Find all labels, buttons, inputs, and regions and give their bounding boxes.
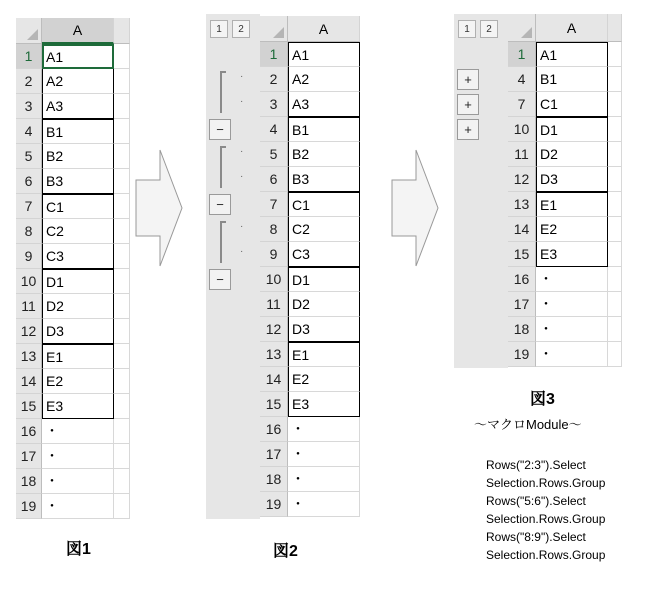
macro-line: Selection.Rows.Group [486, 512, 606, 526]
outline-dot: · [240, 146, 244, 157]
collapse-group-button[interactable]: − [209, 119, 231, 140]
row-header[interactable]: 10 [16, 269, 42, 294]
row-header[interactable]: 17 [260, 442, 288, 467]
cell[interactable]: A1 [42, 44, 114, 69]
row-header[interactable]: 13 [508, 192, 536, 217]
cell[interactable]: A3 [42, 94, 114, 119]
outline-dot: · [240, 171, 244, 182]
select-all-corner[interactable] [508, 14, 536, 42]
macro-title: 〜マクロModule〜 [474, 417, 582, 432]
cell[interactable]: B1 [536, 67, 608, 92]
cell[interactable]: E2 [42, 369, 114, 394]
row-header[interactable]: 9 [260, 242, 288, 267]
row-header[interactable]: 15 [260, 392, 288, 417]
cell[interactable] [114, 269, 130, 294]
cell[interactable] [608, 117, 622, 142]
collapse-group-button[interactable]: − [209, 269, 231, 290]
row-header[interactable]: 12 [260, 317, 288, 342]
row-header[interactable]: 3 [260, 92, 288, 117]
cell[interactable] [608, 92, 622, 117]
row-header[interactable]: 19 [16, 494, 42, 519]
cell[interactable] [114, 119, 130, 144]
row-header[interactable]: 16 [260, 417, 288, 442]
cell[interactable] [114, 194, 130, 219]
row-header[interactable]: 1 [260, 42, 288, 67]
cell[interactable]: E3 [288, 392, 360, 417]
fig2-caption: 図2 [273, 543, 298, 560]
row-header[interactable]: 14 [16, 369, 42, 394]
outline-level-1-button[interactable]: 1 [210, 20, 228, 38]
cell[interactable] [114, 294, 130, 319]
collapse-group-button[interactable]: − [209, 194, 231, 215]
row-header[interactable]: 18 [508, 317, 536, 342]
cell[interactable] [608, 67, 622, 92]
row-header[interactable]: 6 [16, 169, 42, 194]
fig3-outline-gutter [454, 14, 508, 368]
outline-dot: · [240, 71, 244, 82]
expand-group-button[interactable]: + [457, 119, 479, 140]
cell[interactable]: D3 [42, 319, 114, 344]
row-header[interactable]: 12 [16, 319, 42, 344]
row-header[interactable]: 16 [508, 267, 536, 292]
row-header[interactable]: 6 [260, 167, 288, 192]
row-header[interactable]: 14 [508, 217, 536, 242]
cell[interactable]: E2 [288, 367, 360, 392]
cell[interactable]: ・ [288, 417, 360, 442]
cell[interactable]: E3 [42, 394, 114, 419]
cell[interactable] [608, 242, 622, 267]
row-header[interactable]: 11 [260, 292, 288, 317]
fig3-caption: 図3 [530, 391, 555, 408]
row-header[interactable]: 15 [16, 394, 42, 419]
row-header[interactable]: 9 [16, 244, 42, 269]
cell[interactable]: E3 [536, 242, 608, 267]
cell[interactable]: B3 [42, 169, 114, 194]
cell[interactable] [114, 169, 130, 194]
row-header[interactable]: 11 [16, 294, 42, 319]
row-header[interactable]: 7 [508, 92, 536, 117]
cell[interactable]: ・ [288, 492, 360, 517]
cell[interactable] [114, 344, 130, 369]
macro-line: Selection.Rows.Group [486, 548, 606, 562]
macro-code [486, 456, 605, 564]
cell[interactable]: C3 [288, 242, 360, 267]
cell[interactable]: D1 [288, 267, 360, 292]
cell[interactable]: D1 [536, 117, 608, 142]
row-header[interactable]: 8 [260, 217, 288, 242]
cell[interactable]: D2 [288, 292, 360, 317]
cell[interactable]: D2 [42, 294, 114, 319]
outline-bracket-tick [220, 221, 226, 223]
cell[interactable] [114, 369, 130, 394]
macro-line: Rows("2:3").Select [486, 458, 586, 472]
cell[interactable] [608, 142, 622, 167]
cell[interactable]: ・ [42, 469, 114, 494]
cell[interactable] [114, 94, 130, 119]
macro-line: Rows("8:9").Select [486, 530, 586, 544]
row-header[interactable]: 17 [16, 444, 42, 469]
cell[interactable] [608, 292, 622, 317]
cell[interactable]: ・ [42, 419, 114, 444]
row-header[interactable]: 4 [260, 117, 288, 142]
cell[interactable] [608, 42, 622, 67]
row-header[interactable]: 2 [260, 67, 288, 92]
cell[interactable]: A3 [288, 92, 360, 117]
cell[interactable] [608, 342, 622, 367]
cell[interactable] [608, 217, 622, 242]
outline-dot: · [240, 96, 244, 107]
arrow-right-icon [134, 148, 184, 268]
cell[interactable]: E1 [536, 192, 608, 217]
cell[interactable] [114, 244, 130, 269]
outline-bracket [220, 71, 222, 113]
cell[interactable]: A2 [288, 67, 360, 92]
cell[interactable]: A2 [42, 69, 114, 94]
outline-dot: · [240, 221, 244, 232]
row-header[interactable]: 4 [16, 119, 42, 144]
cell[interactable]: B2 [42, 144, 114, 169]
row-header[interactable]: 17 [508, 292, 536, 317]
row-header[interactable]: 5 [16, 144, 42, 169]
cell[interactable]: D3 [536, 167, 608, 192]
cell[interactable]: ・ [288, 442, 360, 467]
row-header[interactable]: 15 [508, 242, 536, 267]
cell[interactable]: C3 [42, 244, 114, 269]
cell[interactable]: D3 [288, 317, 360, 342]
column-header-blank[interactable] [608, 14, 622, 42]
cell[interactable] [114, 69, 130, 94]
column-header-a[interactable]: A [288, 16, 360, 42]
cell[interactable]: E2 [536, 217, 608, 242]
row-header[interactable]: 10 [260, 267, 288, 292]
outline-bracket [220, 146, 222, 188]
row-header[interactable]: 11 [508, 142, 536, 167]
macro-line: Rows("5:6").Select [486, 494, 586, 508]
cell[interactable]: A1 [536, 42, 608, 67]
cell[interactable] [114, 394, 130, 419]
arrow-right-icon [390, 148, 440, 268]
cell[interactable] [608, 192, 622, 217]
row-header[interactable]: 2 [16, 69, 42, 94]
cell[interactable] [114, 44, 130, 69]
cell[interactable]: ・ [536, 317, 608, 342]
expand-group-button[interactable]: + [457, 94, 479, 115]
cell[interactable]: B1 [42, 119, 114, 144]
row-header[interactable]: 13 [260, 342, 288, 367]
cell[interactable]: B2 [288, 142, 360, 167]
cell[interactable]: ・ [42, 444, 114, 469]
cell[interactable]: ・ [536, 292, 608, 317]
cell[interactable]: ・ [536, 267, 608, 292]
outline-bracket-tick [220, 146, 226, 148]
row-header[interactable]: 18 [260, 467, 288, 492]
outline-level-2-button[interactable]: 2 [480, 20, 498, 38]
cell[interactable] [608, 167, 622, 192]
cell[interactable]: E1 [288, 342, 360, 367]
fig1-caption: 図1 [66, 541, 91, 558]
cell[interactable]: A1 [288, 42, 360, 67]
cell[interactable] [608, 317, 622, 342]
outline-level-2-button[interactable]: 2 [232, 20, 250, 38]
cell[interactable]: B1 [288, 117, 360, 142]
cell[interactable] [114, 494, 130, 519]
row-header[interactable]: 4 [508, 67, 536, 92]
column-header-a[interactable]: A [42, 18, 114, 44]
cell[interactable] [114, 469, 130, 494]
cell[interactable]: C1 [288, 192, 360, 217]
cell[interactable] [114, 319, 130, 344]
select-all-corner[interactable] [260, 16, 288, 42]
cell[interactable]: ・ [288, 467, 360, 492]
macro-line: Selection.Rows.Group [486, 476, 606, 490]
cell[interactable]: D1 [42, 269, 114, 294]
outline-level-1-button[interactable]: 1 [458, 20, 476, 38]
outline-bracket [220, 221, 222, 263]
row-header[interactable]: 8 [16, 219, 42, 244]
cell[interactable] [114, 144, 130, 169]
row-header[interactable]: 16 [16, 419, 42, 444]
cell[interactable]: C2 [42, 219, 114, 244]
row-header[interactable]: 7 [16, 194, 42, 219]
select-all-corner[interactable] [16, 18, 42, 44]
cell[interactable] [114, 444, 130, 469]
expand-group-button[interactable]: + [457, 69, 479, 90]
row-header[interactable]: 1 [16, 44, 42, 69]
cell[interactable]: C1 [536, 92, 608, 117]
row-header[interactable]: 14 [260, 367, 288, 392]
column-header-blank[interactable] [114, 18, 130, 44]
fig2-outline-gutter [206, 14, 260, 519]
outline-dot: · [240, 246, 244, 257]
cell[interactable] [608, 267, 622, 292]
column-header-a[interactable]: A [536, 14, 608, 42]
cell[interactable]: E1 [42, 344, 114, 369]
row-header[interactable]: 3 [16, 94, 42, 119]
row-header[interactable]: 1 [508, 42, 536, 67]
row-header[interactable]: 18 [16, 469, 42, 494]
cell[interactable] [114, 419, 130, 444]
row-header[interactable]: 10 [508, 117, 536, 142]
outline-bracket-tick [220, 71, 226, 73]
row-header[interactable]: 19 [508, 342, 536, 367]
cell[interactable]: C1 [42, 194, 114, 219]
cell[interactable]: ・ [536, 342, 608, 367]
row-header[interactable]: 19 [260, 492, 288, 517]
row-header[interactable]: 7 [260, 192, 288, 217]
cell[interactable]: C2 [288, 217, 360, 242]
cell[interactable]: D2 [536, 142, 608, 167]
row-header[interactable]: 12 [508, 167, 536, 192]
row-header[interactable]: 13 [16, 344, 42, 369]
cell[interactable]: B3 [288, 167, 360, 192]
row-header[interactable]: 5 [260, 142, 288, 167]
cell[interactable]: ・ [42, 494, 114, 519]
cell[interactable] [114, 219, 130, 244]
